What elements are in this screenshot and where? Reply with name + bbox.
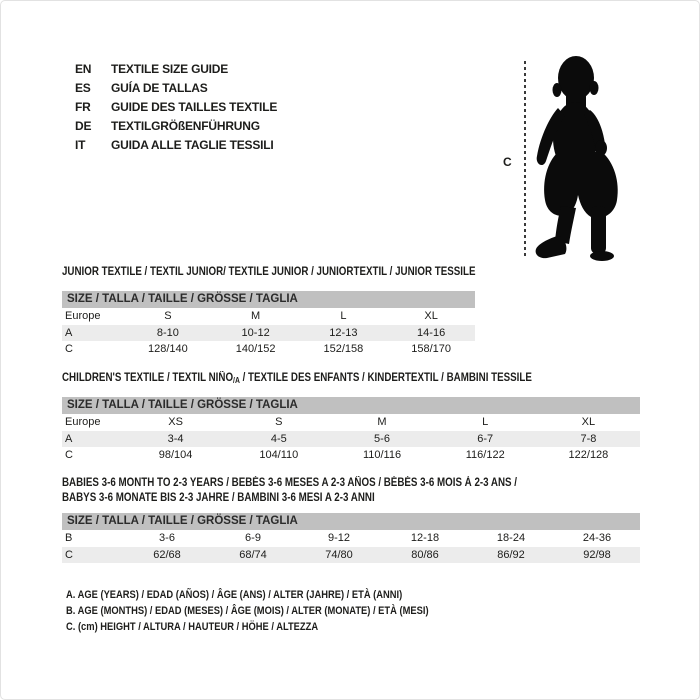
value-cell: 104/110 bbox=[259, 449, 299, 461]
row-label: Europe bbox=[65, 416, 101, 428]
value-cell: 9-12 bbox=[327, 532, 351, 544]
value-cell: 152/158 bbox=[323, 343, 364, 355]
table-title-text: BABIES 3-6 MONTH TO 2-3 YEARS / BEBÉS 3-6 MESES A 2-3 AÑOS / BÉBÉS 3-6 MOIS À 2-3 ANS / bbox=[62, 477, 518, 489]
value-cell: 3-6 bbox=[159, 532, 175, 544]
value-cell: 12-18 bbox=[410, 532, 440, 544]
size-cell: L bbox=[340, 310, 347, 322]
value-cell: 122/128 bbox=[568, 449, 609, 461]
table-row bbox=[62, 341, 475, 357]
lang-row-es bbox=[75, 79, 277, 98]
value-cell: 7-8 bbox=[580, 433, 597, 445]
value-cell: 68/74 bbox=[239, 549, 267, 561]
table-title bbox=[62, 476, 640, 506]
lang-row-it bbox=[75, 136, 277, 155]
value-cell: 6-7 bbox=[477, 433, 494, 445]
value-cell: 110/116 bbox=[362, 449, 402, 461]
size-cell: M bbox=[251, 310, 261, 322]
table-row bbox=[62, 308, 475, 325]
row-label: A bbox=[65, 327, 73, 339]
table-row bbox=[62, 547, 640, 563]
value-cell: 5-6 bbox=[374, 433, 390, 445]
row-label: Europe bbox=[65, 310, 101, 322]
lang-label: GUÍA DE TALLAS bbox=[111, 81, 208, 95]
lang-code: DE bbox=[75, 119, 92, 133]
language-guide bbox=[75, 60, 277, 155]
value-cell: 74/80 bbox=[325, 549, 353, 561]
value-cell: 12-13 bbox=[329, 327, 358, 339]
value-cell: 92/98 bbox=[583, 549, 611, 561]
row-label: C bbox=[65, 549, 73, 561]
value-cell: 80/86 bbox=[411, 549, 439, 561]
value-cell: 128/140 bbox=[147, 343, 188, 355]
value-cell: 24-36 bbox=[582, 532, 612, 544]
children-size-table bbox=[62, 372, 640, 463]
lang-code: IT bbox=[75, 138, 86, 152]
size-header-bar: SIZE / TALLA / TAILLE / GRÖSSE / TAGLIA bbox=[62, 291, 475, 308]
table-title-text: BABYS 3-6 MONATE BIS 2-3 JAHRE / BAMBINI 3-6 MESI A 2-3 ANNI bbox=[62, 492, 375, 504]
toddler-silhouette bbox=[530, 50, 640, 265]
lang-code: EN bbox=[75, 62, 92, 76]
lang-row-de bbox=[75, 117, 277, 136]
value-cell: 18-24 bbox=[496, 532, 526, 544]
lang-label: GUIDE DES TAILLES TEXTILE bbox=[111, 100, 278, 114]
table-row bbox=[62, 431, 640, 447]
value-cell: 3-4 bbox=[167, 433, 184, 445]
table-title bbox=[62, 266, 475, 279]
row-label: C bbox=[65, 343, 73, 355]
value-cell: 62/68 bbox=[153, 549, 181, 561]
size-header-bar: SIZE / TALLA / TAILLE / GRÖSSE / TAGLIA bbox=[62, 513, 640, 530]
lang-row-en bbox=[75, 60, 277, 79]
lang-row-fr bbox=[75, 98, 277, 117]
legend-line-b: B. AGE (MONTHS) / EDAD (MESES) / ÂGE (MOIS) / ALTER (MONATE) / ETÀ (MESI) bbox=[66, 605, 429, 617]
height-marker-label: C bbox=[503, 155, 512, 169]
value-cell: 98/104 bbox=[158, 449, 193, 461]
row-label: B bbox=[65, 532, 73, 544]
table-title-text: / TEXTILE DES ENFANTS / KINDERTEXTIL / BAMBINI TESSILE bbox=[239, 372, 532, 384]
row-label: C bbox=[65, 449, 73, 461]
size-cell: XL bbox=[424, 310, 438, 322]
size-cell: L bbox=[482, 416, 489, 428]
legend-line-c: C. (cm) HEIGHT / ALTURA / HAUTEUR / HÖHE / ALTEZZA bbox=[66, 621, 319, 633]
value-cell: 86/92 bbox=[497, 549, 525, 561]
size-cell: XS bbox=[168, 416, 183, 428]
table-row bbox=[62, 325, 475, 341]
value-cell: 140/152 bbox=[235, 343, 276, 355]
value-cell: 4-5 bbox=[270, 433, 287, 445]
value-cell: 6-9 bbox=[245, 532, 261, 544]
lang-code: ES bbox=[75, 81, 91, 95]
table-title-text: JUNIOR TEXTILE / TEXTIL JUNIOR/ TEXTILE JUNIOR / JUNIORTEXTIL / JUNIOR TESSILE bbox=[62, 266, 476, 278]
value-cell: 10-12 bbox=[241, 327, 270, 339]
lang-label: GUIDA ALLE TAGLIE TESSILI bbox=[111, 138, 274, 152]
babies-size-table bbox=[62, 476, 640, 563]
legend-line-a: A. AGE (YEARS) / EDAD (AÑOS) / ÂGE (ANS) / ALTER (JAHRE) / ETÀ (ANNI) bbox=[66, 589, 403, 601]
value-cell: 116/122 bbox=[465, 449, 505, 461]
lang-label: TEXTILGRÖßENFÜHRUNG bbox=[111, 119, 260, 133]
table-row bbox=[62, 530, 640, 547]
table-title-text: CHILDREN'S TEXTILE / TEXTIL NIÑO bbox=[62, 372, 234, 384]
row-label: A bbox=[65, 433, 73, 445]
legend bbox=[66, 587, 493, 635]
lang-code: FR bbox=[75, 100, 91, 114]
value-cell: 8-10 bbox=[156, 327, 179, 339]
size-cell: M bbox=[377, 416, 387, 428]
size-cell: S bbox=[275, 416, 283, 428]
table-title-subscript: /A bbox=[233, 376, 240, 385]
height-measure-dotted-line bbox=[524, 61, 526, 258]
value-cell: 14-16 bbox=[417, 327, 446, 339]
size-header-bar: SIZE / TALLA / TAILLE / GRÖSSE / TAGLIA bbox=[62, 397, 640, 414]
table-row bbox=[62, 414, 640, 431]
size-cell: S bbox=[164, 310, 172, 322]
value-cell: 158/170 bbox=[411, 343, 451, 355]
table-row bbox=[62, 447, 640, 463]
table-title bbox=[62, 372, 640, 385]
lang-label: TEXTILE SIZE GUIDE bbox=[111, 62, 229, 76]
size-cell: XL bbox=[581, 416, 596, 428]
junior-size-table bbox=[62, 266, 475, 357]
